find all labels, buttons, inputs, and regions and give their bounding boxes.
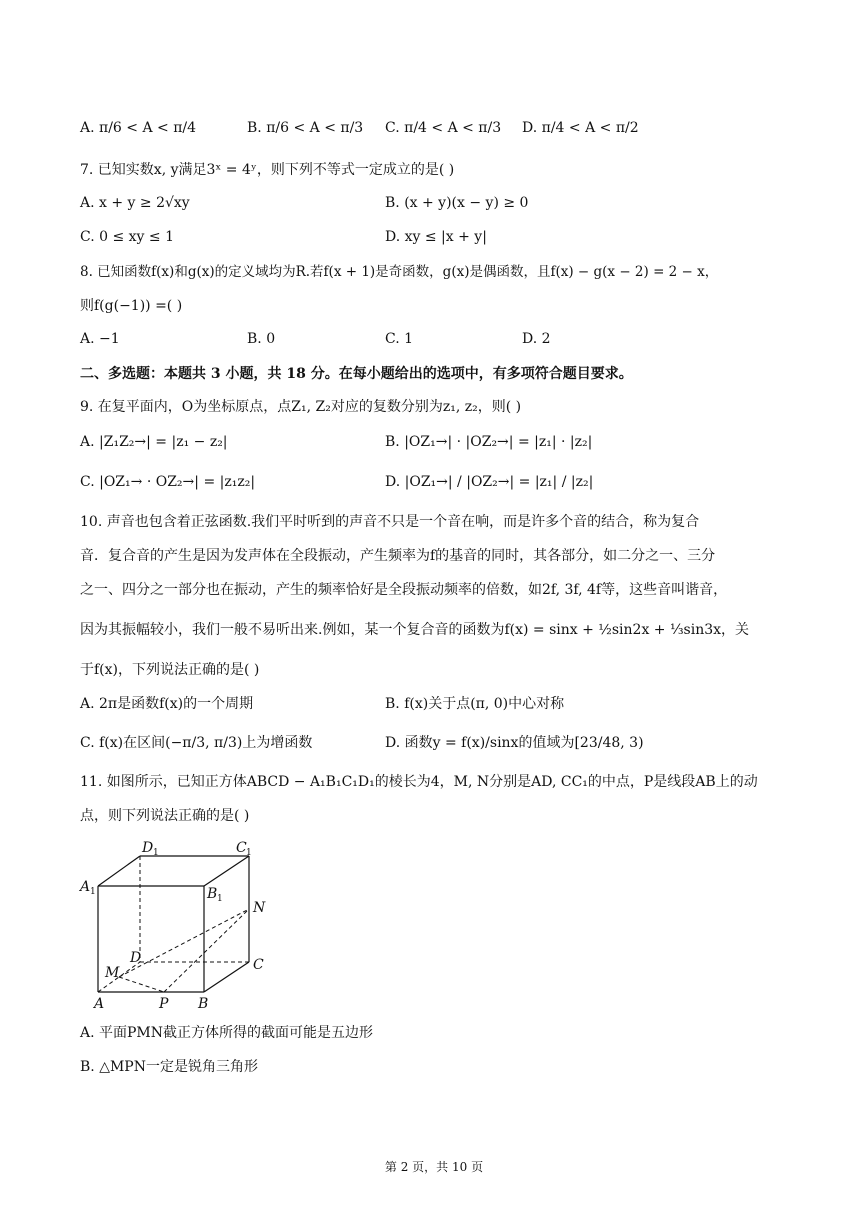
q8-option-a: A. −1: [80, 331, 120, 347]
q8-option-b: B. 0: [247, 331, 276, 347]
label-B: B: [198, 996, 209, 1012]
label-A1: A: [80, 879, 91, 895]
page-footer: 第 2 页，共 10 页: [384, 1160, 484, 1174]
label-M: M: [105, 965, 120, 981]
q10-stem-line-1: 10. 声音也包含着正弦函数.我们平时听到的声音不只是一个音在响，而是许多个音的结合，称为复合: [80, 514, 700, 530]
cube-figure: [78, 836, 278, 1016]
q11-stem-line-1: 11. 如图所示，已知正方体ABCD − A₁B₁C₁D₁的棱长为4，M, N分别是AD, CC₁的中点，P是线段AB上的动: [80, 774, 758, 790]
q10-stem-line-5: 于f(x)，下列说法正确的是( ): [80, 662, 260, 678]
q9-stem: 9. 在复平面内，O为坐标原点，点Z₁, Z₂对应的复数分别为z₁, z₂，则( ): [80, 399, 522, 415]
q6-option-c: C. π/4 < A < π/3: [385, 120, 502, 136]
q7-option-d: D. xy ≤ |x + y|: [385, 229, 487, 245]
q9-option-b: B. |OZ₁→| · |OZ₂→| = |z₁| · |z₂|: [385, 434, 593, 450]
q10-option-c: C. f(x)在区间(−π/3, π/3)上为增函数: [80, 735, 313, 751]
label-C: C: [253, 957, 264, 973]
q10-stem-line-2: 音．复合音的产生是因为发声体在全段振动，产生频率为f的基音的同时，其各部分，如二分之一、三分: [80, 548, 716, 564]
cube-hidden-edges: [98, 856, 249, 992]
q7-stem: 7. 已知实数x, y满足3ˣ = 4ʸ，则下列不等式一定成立的是( ): [80, 162, 455, 178]
label-D1: D: [142, 840, 154, 856]
label-A: A: [94, 996, 105, 1012]
q11-option-b: B. △MPN一定是锐角三角形: [80, 1059, 258, 1075]
q11-stem-line-2: 点，则下列说法正确的是( ): [80, 808, 250, 824]
section-2-heading: 二、多选题：本题共 3 小题，共 18 分。在每小题给出的选项中，有多项符合题目要求。: [80, 366, 633, 382]
q7-option-a: A. x + y ≥ 2√xy: [80, 195, 190, 211]
label-P: P: [159, 996, 169, 1012]
q9-option-d: D. |OZ₁→| / |OZ₂→| = |z₁| / |z₂|: [385, 474, 594, 490]
q11-option-a: A. 平面PMN截正方体所得的截面可能是五边形: [80, 1025, 374, 1041]
q10-option-a: A. 2π是函数f(x)的一个周期: [80, 696, 254, 712]
label-B1: B: [207, 886, 218, 902]
q9-option-c: C. |OZ₁→ · OZ₂→| = |z₁z₂|: [80, 474, 256, 490]
label-B1-sub: 1: [217, 894, 223, 904]
q10-option-d: D. 函数y = f(x)/sinx的值域为[23/48, 3): [385, 735, 644, 751]
label-A1-sub: 1: [90, 887, 96, 897]
cube-edges: [98, 856, 249, 992]
q10-option-b: B. f(x)关于点(π, 0)中心对称: [385, 696, 565, 712]
q8-option-c: C. 1: [385, 331, 414, 347]
q9-option-a: A. |Z₁Z₂→| = |z₁ − z₂|: [80, 434, 228, 450]
q10-stem-line-3: 之一、四分之一部分也在振动，产生的频率恰好是全段振动频率的倍数，如2f, 3f, 4f等，这些音叫谐音，: [80, 582, 728, 598]
label-D1-sub: 1: [153, 848, 159, 858]
q6-option-d: D. π/4 < A < π/2: [522, 120, 639, 136]
q7-option-c: C. 0 ≤ xy ≤ 1: [80, 229, 174, 245]
q8-stem-line-1: 8. 已知函数f(x)和g(x)的定义域均为R.若f(x + 1)是奇函数，g(x)是偶函数，且f(x) − g(x − 2) = 2 − x，: [80, 264, 719, 280]
q8-option-d: D. 2: [522, 331, 551, 347]
label-C1-sub: 1: [246, 848, 252, 858]
label-N: N: [253, 900, 266, 916]
label-C1: C: [236, 840, 247, 856]
label-D: D: [130, 950, 142, 966]
q7-option-b: B. (x + y)(x − y) ≥ 0: [385, 195, 529, 211]
q6-option-a: A. π/6 < A < π/4: [80, 120, 197, 136]
q10-stem-line-4: 因为其振幅较小，我们一般不易听出来.例如，某一个复合音的函数为f(x) = sinx + ½sin2x + ⅓sin3x，关: [80, 622, 750, 638]
q8-stem-line-2: 则f(g(−1)) =( ): [80, 298, 183, 314]
q6-option-b: B. π/6 < A < π/3: [247, 120, 364, 136]
